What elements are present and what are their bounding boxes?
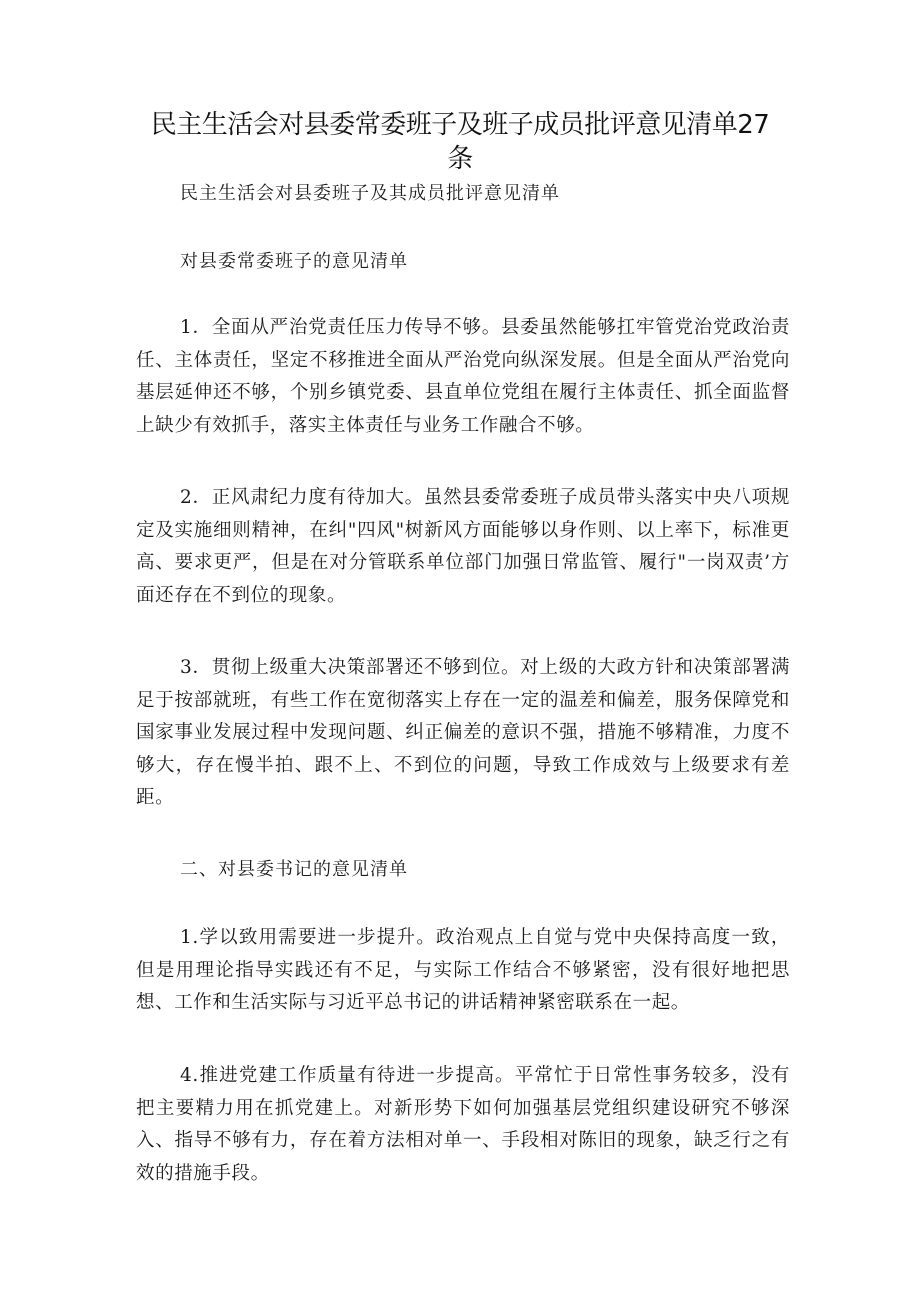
- paragraph-item-3: 3．贯彻上级重大决策部署还不够到位。对上级的大政方针和决策部署满足于按部就班，有些工作在宽彻落实上存在一定的温差和偏差，服务保障党和国家事业发展过程中发现问题、纠正偏差的意识不强，措施不够精准，力度不够大，存在慢半拍、跟不上、不到位的问题，导致工作成效与上级要求有差距。: [136, 657, 790, 808]
- paragraph-secretary-item-4: 4.推进党建工作质量有待进一步提高。平常忙于日常性事务较多，没有把主要精力用在抓党建上。对新形势下如何加强基层党组织建设研究不够深入、指导不够有力，存在着方法相对单一、手段相对陈旧的现象，缺乏行之有效的措施手段。: [136, 1065, 790, 1184]
- paragraph-item-1: 1．全面从严治党责任压力传导不够。县委虽然能够扛牢管党治党政治责任、主体责任，坚定不移推进全面从严治党向纵深发展。但是全面从严治党向基层延伸还不够，个别乡镇党委、县直单位党组在履行主体责任、抓全面监督上缺少有效抓手，落实主体责任与业务工作融合不够。: [136, 317, 790, 436]
- paragraph-secretary-item-1: 1.学以致用需要进一步提升。政治观点上自觉与党中央保持高度一致，但是用理论指导实践还有不足，与实际工作结合不够紧密，没有很好地把思想、工作和生活实际与习近平总书记的讲话精神紧密联系在一起。: [136, 927, 790, 1013]
- document-subtitle: 民主生活会对县委班子及其成员批评意见清单: [180, 183, 560, 204]
- section-heading-standing-committee: 对县委常委班子的意见清单: [180, 251, 408, 272]
- section-heading-county-secretary: 二、对县委书记的意见清单: [180, 859, 408, 880]
- document-title: 民主生活会对县委常委班子及班子成员批评意见清单27条: [150, 110, 770, 174]
- paragraph-item-2: 2．正风肃纪力度有待加大。虽然县委常委班子成员带头落实中央八项规定及实施细则精神，在纠"四风"树新风方面能够以身作则、以上率下，标准更高、要求更严，但是在对分管联系单位部门加强日常监管、履行"一岗双责’方面还存在不到位的现象。: [136, 487, 790, 606]
